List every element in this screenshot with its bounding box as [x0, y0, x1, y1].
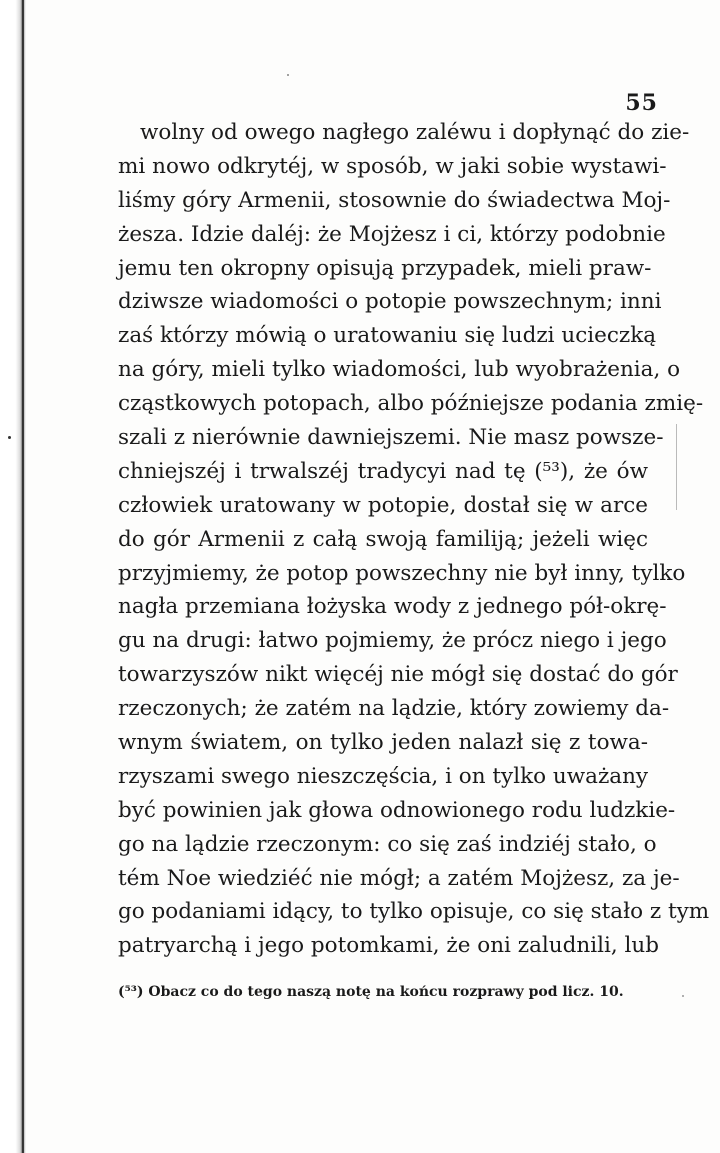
body-text — [118, 116, 710, 963]
margin-mark — [676, 424, 677, 510]
text-line: jemu ten okropny opisują przypadek, mieli praw- — [118, 255, 652, 281]
text-line: cząstkowych potopach, albo późniejsze podania zmię- — [118, 391, 704, 417]
text-line: towarzyszów nikt więcéj nie mógł się dostać do gór — [118, 662, 678, 688]
text-line: na góry, mieli tylko wiadomości, lub wyobrażenia, o — [118, 357, 681, 383]
text-line: patryarchą i jego potomkami, że oni zaludnili, lub — [118, 933, 660, 959]
text-line: rzeczonych; że zatém na lądzie, który zowiemy da- — [118, 696, 670, 722]
text-line: chniejszéj i trwalszéj tradycyi nad tę (⁵³), że ów — [118, 458, 648, 484]
binding-edge-line — [22, 0, 24, 1153]
text-line: go na lądzie rzeczonym: co się zaś indziéj stało, o — [118, 831, 657, 857]
scan-speck — [8, 436, 11, 439]
text-line: tém Noe wiedziéć nie mógł; a zatém Mojżesz, za je- — [118, 865, 680, 891]
text-line: wolny od owego nagłego zaléwu i dopłynąć do zie- — [140, 120, 690, 145]
text-line: szali z nierównie dawniejszemi. Nie masz powsze- — [118, 425, 664, 451]
text-line: dziwsze wiadomości o potopie powszechnym; inni — [118, 289, 662, 315]
text-line: do gór Armenii z całą swoją familiją; jeżeli więc — [118, 526, 648, 552]
text-line: żesza. Idzie daléj: że Mojżesz i ci, którzy podobnie — [118, 221, 666, 247]
footnote: (⁵³) Obacz co do tego naszą notę na końcu rozprawy pod licz. 10. — [118, 984, 624, 1000]
text-line: rzyszami swego nieszczęścia, i on tylko uważany — [118, 763, 649, 789]
text-line: człowiek uratowany w potopie, dostał się w arce — [118, 492, 648, 518]
text-line: wnym światem, on tylko jeden nalazł się z towa- — [118, 730, 648, 756]
text-line: przyjmiemy, że potop powszechny nie był inny, tylko — [118, 560, 686, 586]
text-line: zaś którzy mówią o uratowaniu się ludzi ucieczką — [118, 323, 657, 349]
text-line: liśmy góry Armenii, stosownie do świadectwa Moj- — [118, 187, 671, 213]
text-line: być powinien jak głowa odnowionego rodu ludzkie- — [118, 797, 676, 823]
text-line: go podaniami idący, to tylko opisuje, co się stało z tym — [118, 899, 710, 925]
scan-speck — [682, 995, 684, 997]
text-line: nagła przemiana łożyska wody z jednego pół-okrę- — [118, 594, 667, 620]
page-number: 55 — [625, 90, 658, 116]
scan-speck — [287, 74, 289, 76]
text-line: gu na drugi: łatwo pojmiemy, że prócz niego i jego — [118, 628, 667, 654]
text-line: mi nowo odkrytéj, w sposób, w jaki sobie wystawi- — [118, 153, 667, 179]
